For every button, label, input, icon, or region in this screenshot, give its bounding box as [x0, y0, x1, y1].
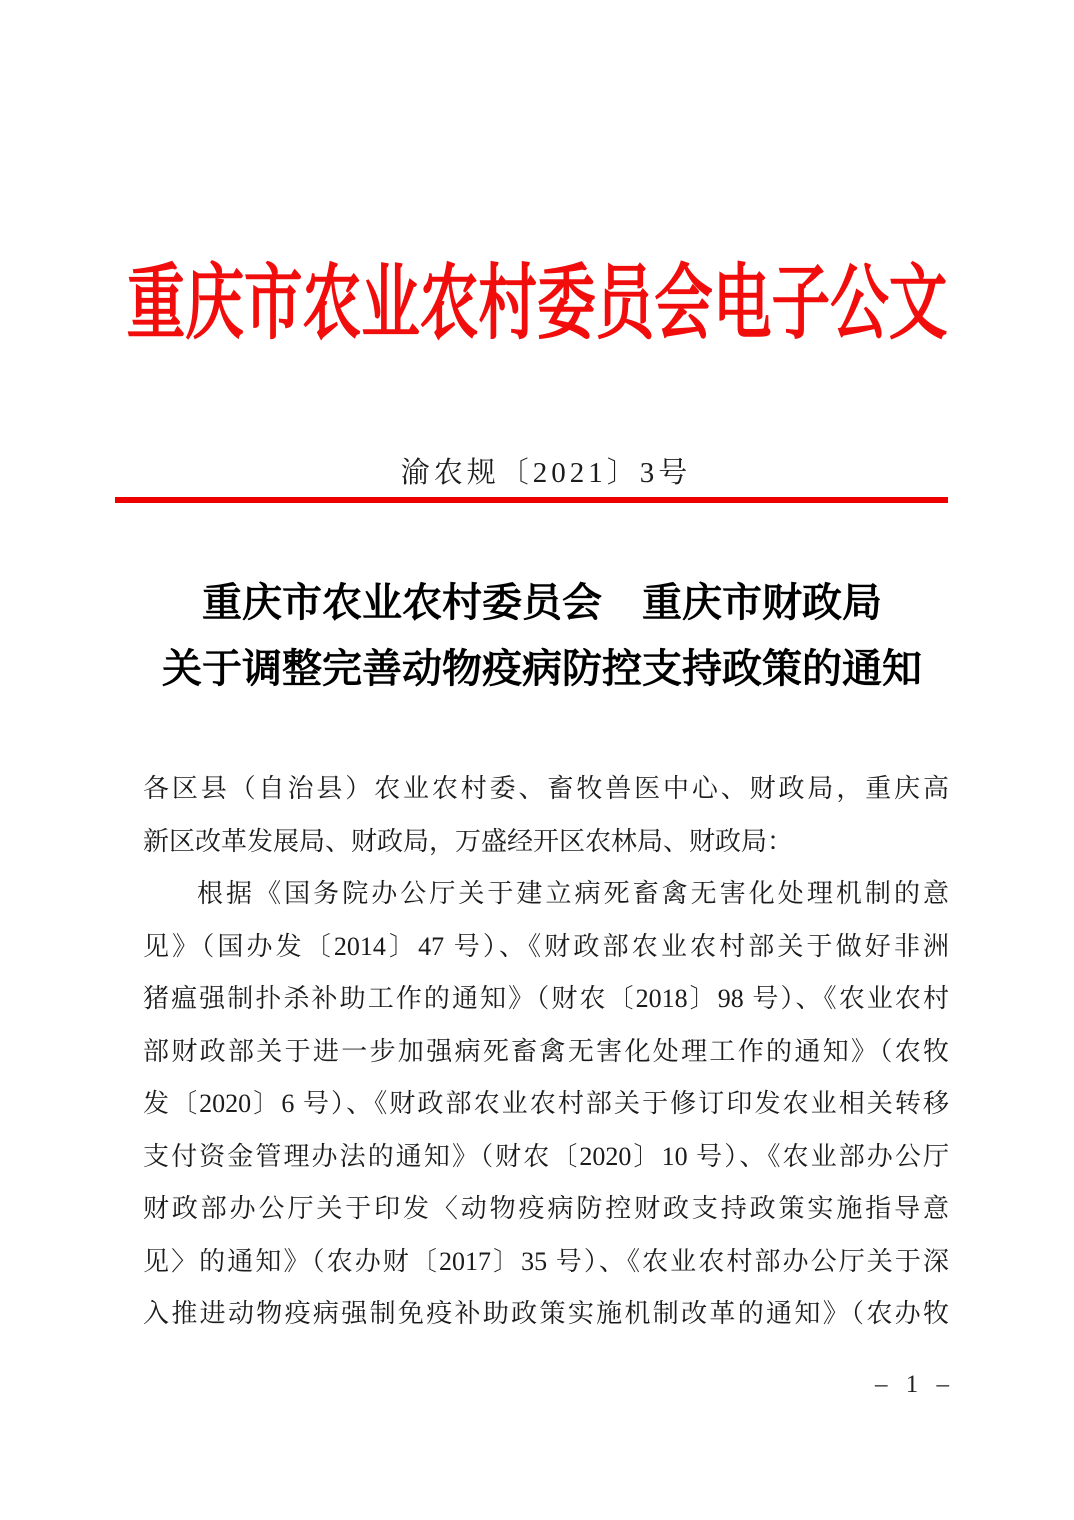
document-title — [112, 570, 972, 702]
document-body — [143, 763, 949, 1341]
red-divider-line — [115, 497, 948, 503]
page-number: – 1 – — [875, 1371, 955, 1398]
body-line: 根据《国务院办公厅关于建立病死畜禽无害化处理机制的意 — [197, 879, 949, 908]
body-line: 见〉的通知》（农办财〔2017〕35 号）、《农业农村部办公厅关于深 — [143, 1246, 949, 1276]
body-line: 部财政部关于进一步加强病死畜禽无害化处理工作的通知》（农牧 — [143, 1036, 949, 1066]
document-number: 渝农规〔2021〕3号 — [400, 457, 692, 489]
document-title-line1: 重庆市农业农村委员会 重庆市财政局 — [202, 580, 882, 625]
body-line: 各区县（自治县）农业农村委、畜牧兽医中心、财政局，重庆高 — [143, 774, 949, 803]
document-title-line2: 关于调整完善动物疫病防控支持政策的通知 — [162, 646, 922, 691]
body-line: 入推进动物疫病强制免疫补助政策实施机制改革的通知》（农办牧 — [143, 1299, 949, 1328]
body-line: 财政部办公厅关于印发〈动物疫病防控财政支持政策实施指导意 — [143, 1194, 949, 1223]
masthead-title: 重庆市农业农村委员会电子公文 — [126, 258, 948, 349]
body-line: 发〔2020〕6 号）、《财政部农业农村部关于修订印发农业相关转移 — [143, 1089, 949, 1118]
body-line: 猪瘟强制扑杀补助工作的通知》（财农〔2018〕98 号）、《农业农村 — [143, 984, 949, 1013]
body-line: 见》（国办发〔2014〕47 号）、《财政部农业农村部关于做好非洲 — [143, 931, 949, 961]
body-line: 新区改革发展局、财政局，万盛经开区农林局、财政局： — [143, 826, 794, 856]
body-line: 支付资金管理办法的通知》（财农〔2020〕10 号）、《农业部办公厅 — [143, 1141, 949, 1171]
